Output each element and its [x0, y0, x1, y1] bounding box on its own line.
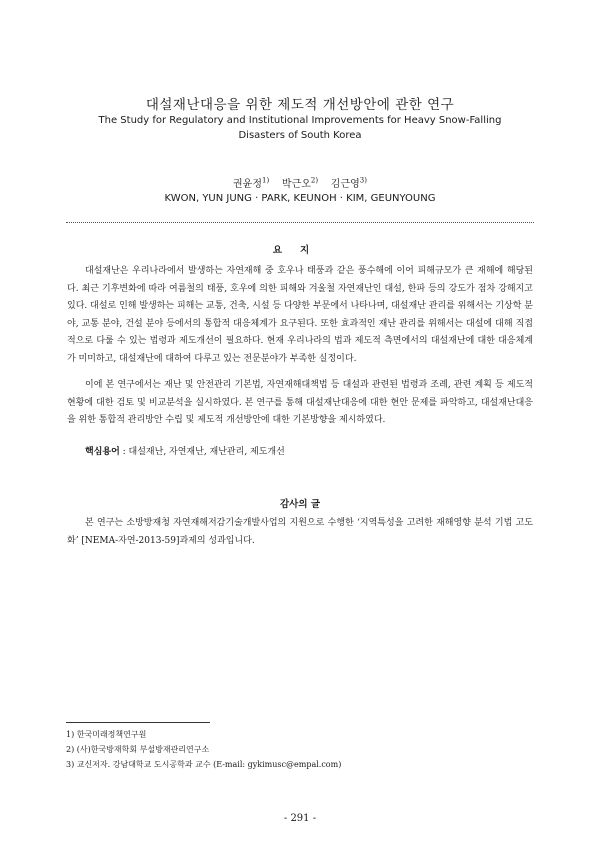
author-footnote-mark: 3): [359, 176, 367, 185]
keywords-line: [85, 444, 285, 457]
page-number: - 291 -: [283, 813, 317, 824]
keywords-text: 대설재난, 자연재난, 재난관리, 제도개선: [128, 447, 285, 457]
keywords-separator: :: [119, 447, 129, 457]
author-name: 김근영: [330, 179, 360, 190]
authors-english: KWON, YUN JUNG · PARK, KEUNOH · KIM, GEUNYOUNG: [164, 193, 436, 204]
footnote: 2) (사)한국방재학회 부설방재관리연구소: [66, 745, 210, 754]
acknowledgement-heading: 감사의 글: [279, 499, 320, 510]
abstract-paragraph: 이에 본 연구에서는 재난 및 안전관리 기본법, 자연재해대책법 등 대설과 관련된 법령과 조례, 관련 계획 등 제도적 현황에 대한 검토 및 비교분석을 실시하였다. 본 연구를 통해 대설재난대응에 대한 현안 문제를 파악하고, 대설재난대응을 위한 통합적 관리방안 수립 및 제도적 개선방안에 대한 기본방향을 제시하였다.: [67, 380, 533, 425]
author-name: 권윤정: [233, 179, 262, 190]
abstract-heading: 요지: [272, 245, 328, 256]
author-footnote-mark: 2): [310, 176, 319, 185]
title-english: The Study for Regulatory and Institutional Improvements for Heavy Snow-Falling Disasters of South Korea: [98, 115, 502, 141]
abstract-paragraph: 대설재난은 우리나라에서 발생하는 자연재해 중 호우나 태풍과 같은 풍수해에 이어 피해규모가 큰 재해에 해당된다. 최근 기후변화에 따라 여름철의 태풍, 호우에 의한 피해와 겨울철 자연재난인 대설, 한파 등의 강도가 점차 강해지고 있다. 대설로 인해 발생하는 피해는 교통, 건축, 시설 등 다양한 부문에서 나타나며, 대설재난 관리를 위해서는 기상학 분야, 교통 분야, 건설 분야 등에서의 통합적 대응체계가 요구된다. 또한 효과적인 재난 관리를 위해서는 대설에 대해 직접적으로 다룰 수 있는 법령과 제도개선이 필요하다. 현재 우리나라의 법과 제도적 측면에서의 대설재난에 대한 대응체계가 미미하고, 대설재난에 대하여 다루고 있는 전문분야가 부족한 실정이다.: [67, 266, 533, 364]
footnote: 3) 교신저자. 강남대학교 도시공학과 교수 (E-mail: gykimusc@empal.com): [66, 760, 342, 769]
keywords-label: 핵심용어: [85, 447, 120, 457]
acknowledgement-text: 본 연구는 소방방재청 자연재해저감기술개발사업의 지원으로 수행한 ‘지역특성을 고려한 재해영향 분석 기법 고도화’ [NEMA-자연-2013-59]과제의 성과입니다.: [67, 518, 533, 546]
author-footnote-mark: 1): [262, 176, 270, 185]
footnotes: [66, 727, 536, 772]
authors-korean: [0, 175, 600, 190]
title-korean: 대설재난대응을 위한 제도적 개선방안에 관한 연구: [145, 97, 455, 113]
footnote: 1) 한국미래정책연구원: [66, 730, 147, 739]
section-divider: [66, 222, 534, 223]
author-name: 박근오: [281, 179, 311, 190]
footnote-rule: [66, 722, 210, 723]
